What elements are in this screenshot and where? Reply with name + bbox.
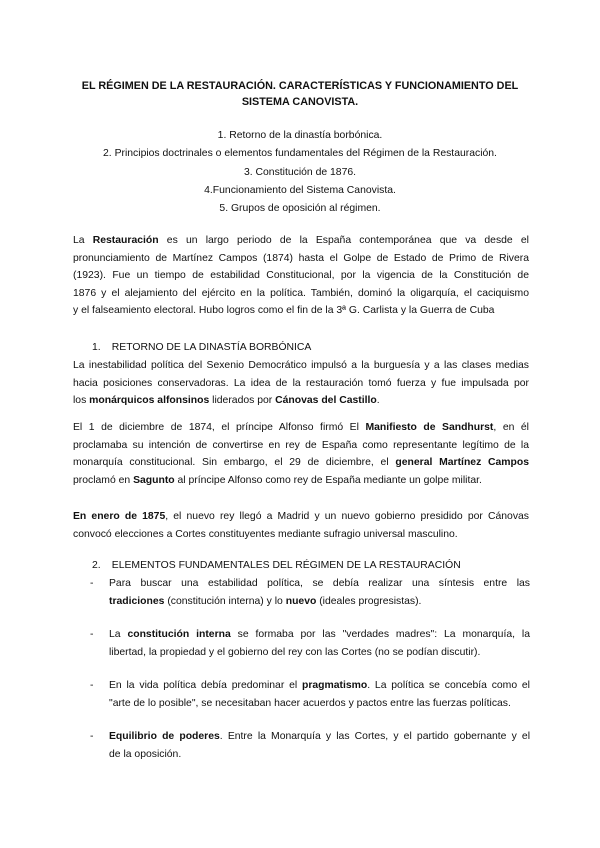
text-line: La Restauración es un largo periodo de la España contemporánea que va desde el (73, 235, 529, 246)
title-line-2: SISTEMA CANOVISTA. (241, 96, 359, 108)
text-line: de la oposición. (109, 748, 182, 760)
text-line: proclamaba su intención de convertirse en rey de España como representante legítimo de la (73, 439, 529, 451)
toc-item: 4.Funcionamiento del Sistema Canovista. (204, 184, 396, 196)
text-line: Para buscar una estabilidad política, se debía realizar una síntesis entre las (109, 578, 530, 589)
intro-paragraph (73, 232, 529, 320)
toc-item: 1. Retorno de la dinastía borbónica. (217, 130, 383, 141)
text-line: pronunciamiento de Martínez Campos (1874) hasta el Golpe de Estado de Primo de Rivera (73, 252, 529, 264)
section-1-paragraph-2 (73, 419, 529, 489)
section-2-heading: 2. ELEMENTOS FUNDAMENTALES DEL RÉGIMEN DE LA RESTAURACIÓN (92, 560, 461, 571)
text-line: "arte de lo posible", se necesitaban hacer acuerdos y pactos entre las fuerzas políticas. (109, 697, 511, 709)
toc-item: 3. Constitución de 1876. (243, 166, 357, 178)
text-line: Equilibrio de poderes. Entre la Monarquía y las Cortes, y el partido gobernante y el (109, 731, 531, 742)
table-of-contents (80, 127, 520, 218)
section-1-paragraph-3 (73, 508, 529, 543)
text-line: La inestabilidad política del Sexenio Democrático impulsó a la burguesía y a las clases medias (73, 360, 529, 371)
text-line: La constitución interna se formaba por las "verdades madres": La monarquía, la (109, 629, 530, 640)
page-title (70, 78, 530, 110)
text-line: monarquía constitucional. Sin embargo, el 29 de diciembre, el general Martínez Campos (73, 457, 530, 469)
text-line: tradiciones (constitución interna) y lo nuevo (ideales progresistas). (109, 595, 422, 607)
text-line: En enero de 1875, el nuevo rey llegó a Madrid y un nuevo gobierno presidido por Cánovas (73, 511, 529, 522)
dash-bullet: - (90, 731, 94, 742)
toc-item: 2. Principios doctrinales o elementos fundamentales del Régimen de la Restauración. (103, 148, 497, 160)
dash-bullet: - (90, 578, 94, 589)
section-1-paragraph-1 (73, 357, 529, 410)
text-line: hacia posiciones conservadoras. La idea de la restauración tomó fuerza y fue impulsada por (73, 377, 529, 389)
dash-bullet: - (90, 629, 94, 640)
toc-item: 5. Grupos de oposición al régimen. (219, 203, 381, 215)
text-line: los monárquicos alfonsinos liderados por Cánovas del Castillo. (73, 395, 380, 407)
text-line: En la vida política debía predominar el pragmatismo. La política se concebía como el (109, 680, 530, 691)
text-line: (1923). Fue un tiempo de estabilidad Constitucional, por la vigencia de la Constitución de (73, 270, 529, 282)
text-line: proclamó en Sagunto al príncipe Alfonso como rey de España mediante un golpe militar. (73, 474, 482, 486)
text-line: libertad, la propiedad y el gobierno del rey con las Cortes (no se podían discutir). (109, 646, 481, 658)
title-line-1: EL RÉGIMEN DE LA RESTAURACIÓN. CARACTERÍSTICAS Y FUNCIONAMIENTO DEL (81, 80, 519, 92)
dash-bullet: - (90, 680, 94, 691)
text-line: El 1 de diciembre de 1874, el príncipe Alfonso firmó El Manifiesto de Sandhurst, en él (73, 422, 529, 433)
text-line: convocó elecciones a Cortes constituyentes mediante sufragio universal masculino. (73, 528, 458, 540)
section-1-heading: 1. RETORNO DE LA DINASTÍA BORBÓNICA (92, 342, 312, 353)
text-line: y el falseamiento electoral. Hubo logros como el fin de la 3ª G. Carlista y la Guerra de Cuba (73, 305, 495, 317)
text-line: 1876 y el alejamiento del ejército en la política. También, dominó la oligarquía, el caciquismo (73, 287, 529, 299)
